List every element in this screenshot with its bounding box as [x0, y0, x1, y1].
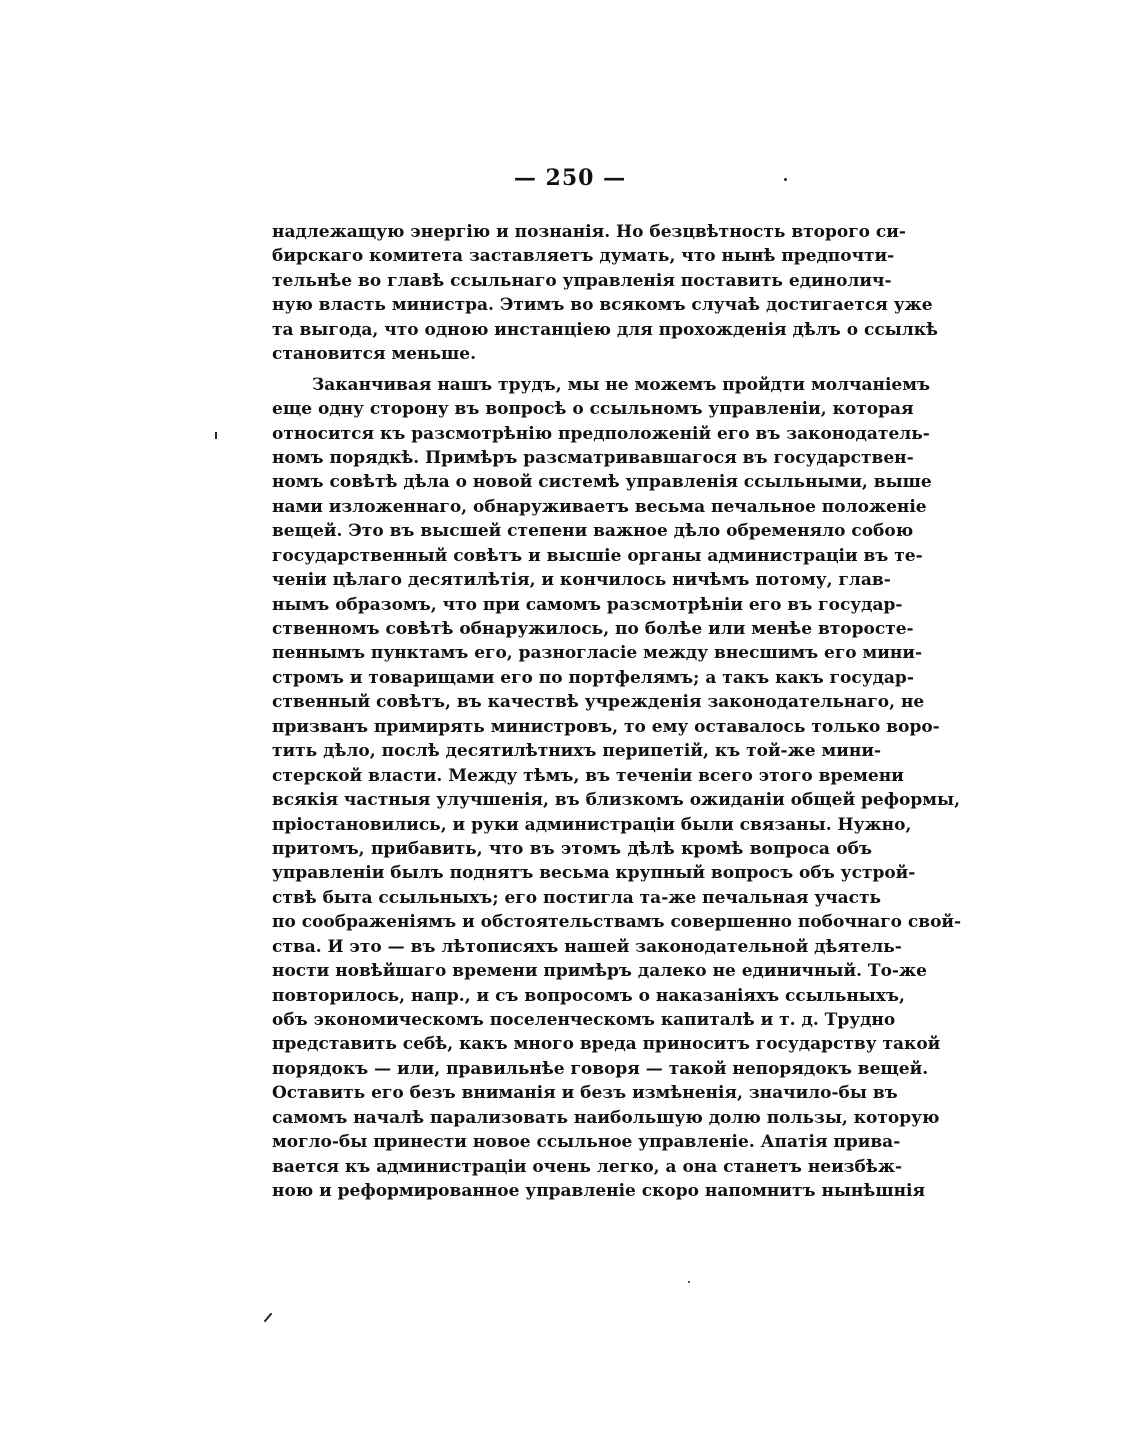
paragraph-2 [272, 373, 962, 1204]
text-line: нымъ образомъ, что при самомъ разсмотрѣніи его въ государ- [272, 594, 903, 615]
text-line: могло-бы принести новое ссыльное управленіе. Апатія прива- [272, 1132, 901, 1153]
text-line: всякія частныя улучшенія, въ близкомъ ожиданіи общей реформы, [272, 790, 961, 811]
text-line: вается къ администраціи очень легко, а она станетъ неизбѣж- [272, 1156, 903, 1177]
text-line: ственномъ совѣтѣ обнаружилось, по болѣе или менѣе второсте- [272, 619, 914, 639]
text-line: государственный совѣтъ и высшіе органы администраціи въ те- [272, 545, 923, 566]
text-line: нами изложеннаго, обнаруживаетъ весьма печальное положеніе [272, 496, 927, 517]
text-line: стерской власти. Между тѣмъ, въ теченіи всего этого времени [272, 765, 904, 786]
text-line: объ экономическомъ поселенческомъ капиталѣ и т. д. Трудно [272, 1010, 896, 1030]
text-line: тить дѣло, послѣ десятилѣтнихъ перипетій, къ той-же мини- [272, 741, 881, 762]
text-line: ную власть министра. Этимъ во всякомъ случаѣ достигается уже [272, 295, 933, 316]
paragraph-1 [272, 220, 938, 367]
text-line: представить себѣ, какъ много вреда приноситъ государству такой [272, 1034, 941, 1055]
scan-speck [264, 1313, 273, 1323]
body-text [272, 220, 962, 1204]
text-line: пріостановились, и руки администраціи были связаны. Нужно, [272, 814, 912, 835]
text-line: вещей. Это въ высшей степени важное дѣло обременяло собою [272, 521, 914, 542]
text-line: ности новѣйшаго времени примѣръ далеко не единичный. То-же [272, 961, 927, 982]
text-line: стромъ и товарищами его по портфелямъ; а такъ какъ государ- [272, 667, 914, 688]
text-line: бирскаго комитета заставляетъ думать, что нынѣ предпочти- [272, 246, 895, 267]
text-line: Оставить его безъ вниманія и безъ измѣненія, значило-бы въ [272, 1083, 898, 1104]
page-number: — 250 — [513, 165, 627, 191]
text-line: относится къ разсмотрѣнію предположеній его въ законодатель- [272, 423, 930, 444]
text-line: номъ совѣтѣ дѣла о новой системѣ управленія ссыльными, выше [272, 472, 932, 493]
text-line: тельнѣе во главѣ ссыльнаго управленія поставить единолич- [272, 270, 892, 291]
text-line: ною и реформированное управленіе скоро напомнитъ нынѣшнія [272, 1181, 926, 1202]
text-line: ствѣ быта ссыльныхъ; его постигла та-же печальная участь [272, 887, 882, 908]
text-line: пеннымъ пунктамъ его, разногласіе между внесшимъ его мини- [272, 643, 923, 664]
scan-speck [215, 432, 217, 439]
text-line: надлежащую энергію и познанія. Но безцвѣтность второго си- [272, 222, 906, 242]
text-line: по соображеніямъ и обстоятельствамъ совершенно побочнаго свой- [272, 912, 962, 933]
text-line: Заканчивая нашъ трудъ, мы не можемъ пройдти молчаніемъ [312, 374, 931, 395]
text-line: самомъ началѣ парализовать наибольшую долю пользы, которую [272, 1107, 940, 1128]
text-line: ства. И это — въ лѣтописяхъ нашей законодательной дѣятель- [272, 936, 902, 957]
text-line: призванъ примирять министровъ, то ему оставалось только воро- [272, 716, 940, 737]
text-line: ченіи цѣлаго десятилѣтія, и кончилось ничѣмъ потому, глав- [272, 570, 891, 591]
text-line: еще одну сторону въ вопросѣ о ссыльномъ управленіи, которая [272, 399, 914, 420]
scan-speck [784, 178, 787, 181]
text-line: управленіи былъ поднятъ весьма крупный вопросъ объ устрой- [272, 863, 916, 884]
text-line: становится меньше. [272, 344, 477, 365]
text-line: порядокъ — или, правильнѣе говоря — такой непорядокъ вещей. [272, 1058, 929, 1079]
text-line: повторилось, напр., и съ вопросомъ о наказаніяхъ ссыльныхъ, [272, 985, 905, 1006]
text-line: ственный совѣтъ, въ качествѣ учрежденія законодательнаго, не [272, 692, 925, 713]
text-line: номъ порядкѣ. Примѣръ разсматривавшагося въ государствен- [272, 447, 914, 468]
text-line: та выгода, что одною инстанціею для прохожденія дѣлъ о ссылкѣ [272, 319, 938, 340]
text-line: притомъ, прибавить, что въ этомъ дѣлѣ кромѣ вопроса объ [272, 838, 872, 859]
scan-speck [688, 1281, 690, 1283]
